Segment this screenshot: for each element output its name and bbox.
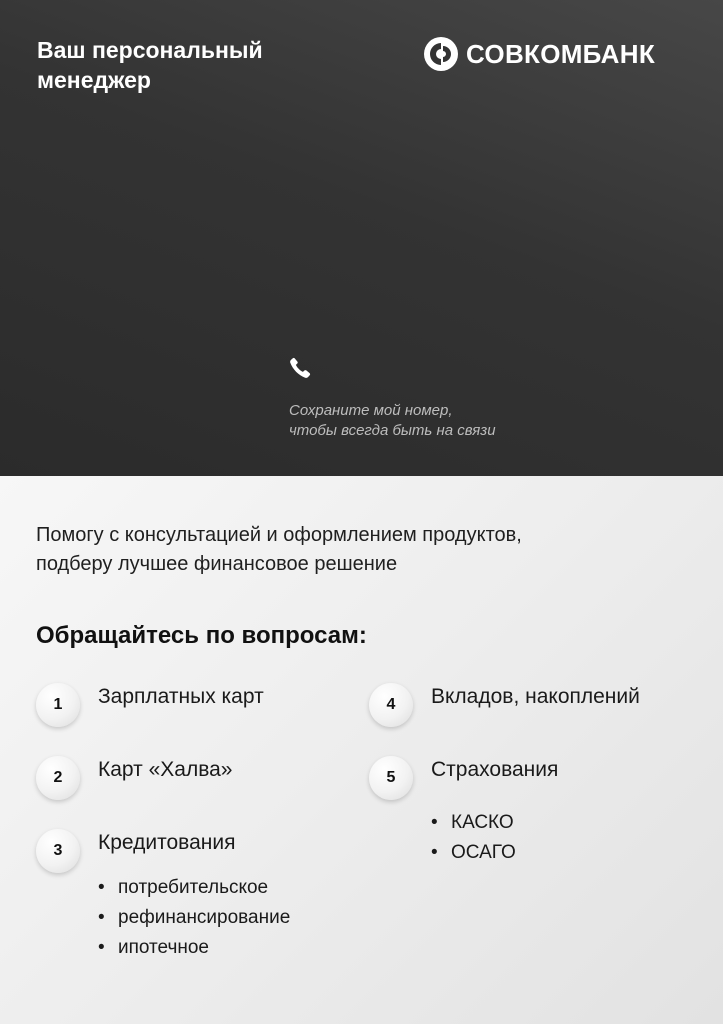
topic-number-badge: 1 <box>36 683 80 727</box>
page-title-line2: менеджер <box>37 67 151 93</box>
phone-icon <box>288 356 312 380</box>
topic-number-badge: 5 <box>369 756 413 800</box>
save-note-line1: Сохраните мой номер, <box>289 402 453 419</box>
page-title <box>37 35 357 95</box>
topic-number-badge: 2 <box>36 756 80 800</box>
topic-label: Карт «Халва» <box>98 758 233 781</box>
bank-logo-text: СОВКОМБАНК <box>466 39 655 69</box>
list-item: • потребительское <box>98 873 290 903</box>
topic-label: Зарплатных карт <box>98 685 264 708</box>
intro-text <box>36 521 696 579</box>
topic-label: Страхования <box>431 758 559 781</box>
list-item: • ОСАГО <box>431 838 516 868</box>
list-item: • КАСКО <box>431 808 516 838</box>
page-title-line1: Ваш персональный <box>37 37 263 63</box>
header-panel <box>0 0 723 476</box>
topic-sub-list <box>431 808 516 868</box>
questions-heading: Обращайтесь по вопросам: <box>36 622 367 649</box>
save-number-note <box>289 401 589 441</box>
save-note-line2: чтобы всегда быть на связи <box>289 422 496 439</box>
topic-number-badge: 4 <box>369 683 413 727</box>
bank-logo <box>424 36 655 72</box>
topic-sub-list <box>98 873 290 963</box>
topic-label: Кредитования <box>98 831 236 854</box>
intro-line2: подберу лучшее финансовое решение <box>36 553 398 575</box>
list-item: • ипотечное <box>98 933 290 963</box>
intro-line1: Помогу с консультацией и оформлением продуктов, <box>36 524 522 546</box>
list-item: • рефинансирование <box>98 903 290 933</box>
bank-logo-icon <box>424 37 458 71</box>
topic-label: Вкладов, накоплений <box>431 685 640 708</box>
topic-number-badge: 3 <box>36 829 80 873</box>
